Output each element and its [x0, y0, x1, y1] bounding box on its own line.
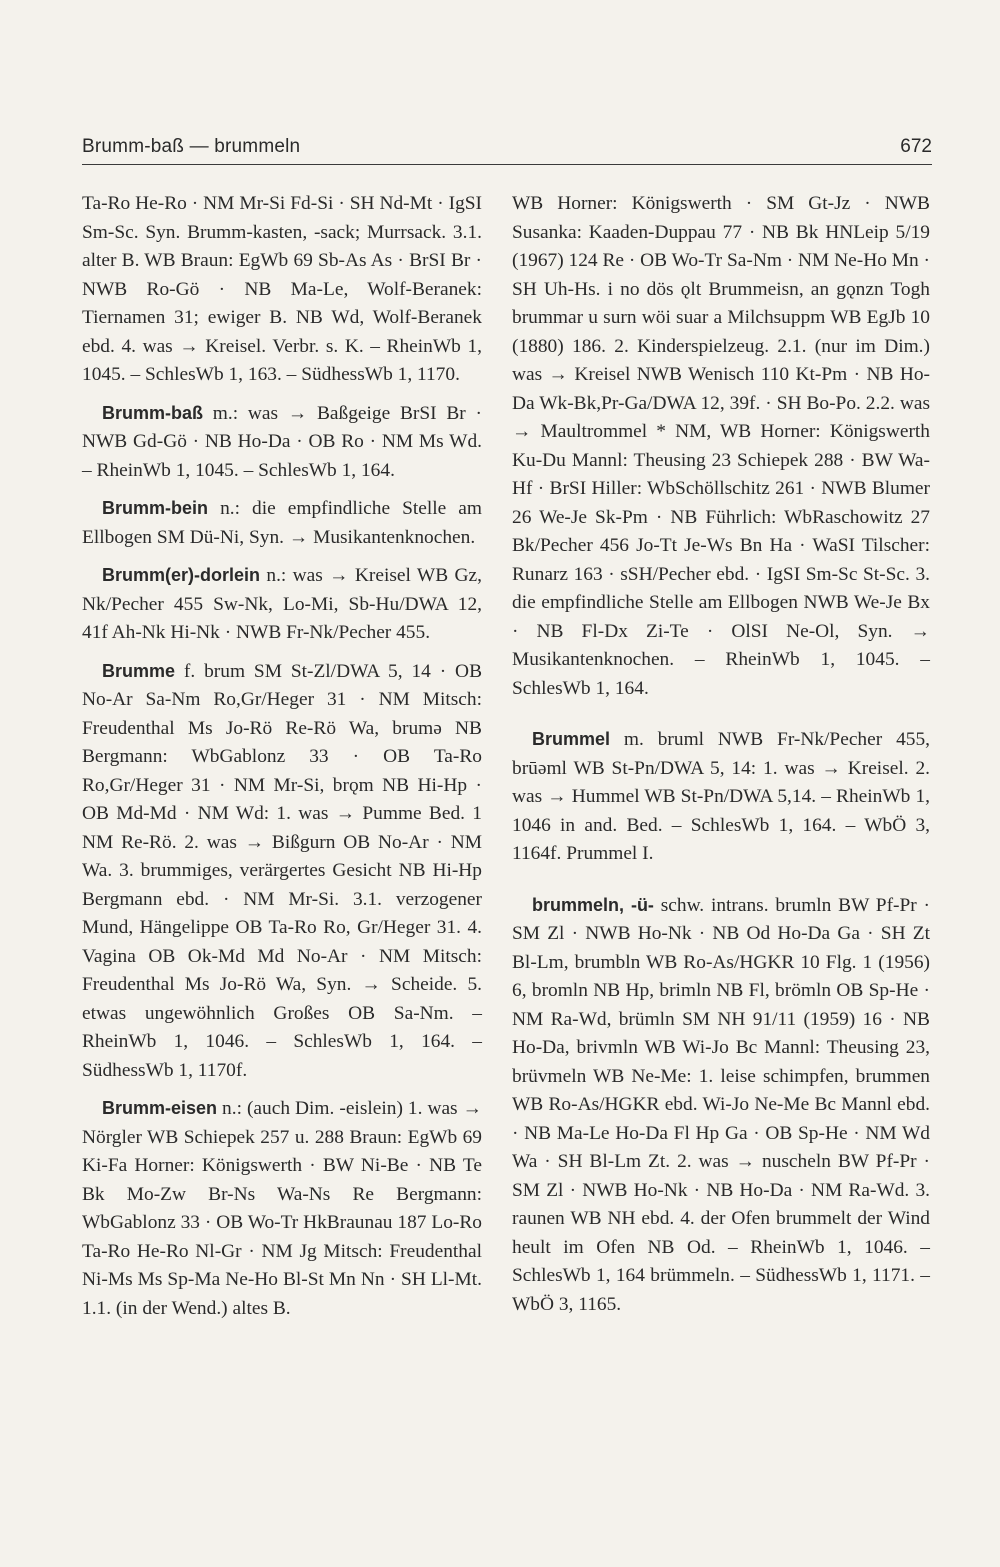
- entry-text: WB Horner: Königswerth · SM Gt-Jz · NWB Susanka: Kaaden-Duppau 77 · NB Bk HNLeip 5/19 (1967) 124 Re · OB Wo-Tr Sa-Nm · NM Ne-Ho Mn · SH Uh-Hs. i no dös ǫlt Brummeisn, an gǫnzn Togh brummar u surn wöi suar a Milchsuppm WB EgJb 10 (1880) 186. 2. Kinderspielzeug. 2.1. (nur im Dim.) was → Kreisel NWB Wenisch 110 Kt-Pm · NB Ho-Da Wk-Bk,Pr-Ga/DWA 12, 39f. · SH Bo-Po. 2.2. was → Maultrommel * NM, WB Horner: Königswerth Ku-Du Mannl: Theusing 23 Schiepek 288 · BW Wa-Hf · BrSI Hiller: WbSchöllschitz 261 · NWB Blumer 26 We-Je Sk-Pm · NB Führlich: WbRaschowitz 27 Bk/Pecher 456 Jo-Tt Je-Ws Bn Ha · WaSI Tilscher: Runarz 163 · sSH/Pecher ebd. · IgSI Sm-Sc St-Sc. 3. die empfindliche Stelle am Ellbogen NWB We-Je Bx · NB Fl-Dx Zi-Te · OlSI Ne-Ol, Syn. → Musikantenknochen. – RheinWb 1, 1045. – SchlesWb 1, 164.: [512, 193, 931, 699]
- entry-continuation-right: [512, 190, 930, 703]
- entry-lemma: Brumm-bein: [102, 498, 209, 518]
- entry-lemma: Brumme: [102, 660, 176, 681]
- right-column: [512, 190, 930, 1328]
- entry-lemma: brummeln, -ü-: [532, 894, 654, 915]
- entry-brumm-bass: [82, 399, 482, 486]
- page-number: 672: [900, 136, 932, 157]
- entry-text: f. brum SM St-Zl/DWA 5, 14 · OB No-Ar Sa-Nm Ro,Gr/Heger 31 · NM Mitsch: Freudenthal Ms Jo-Rö Re-Rö Wa, brumə NB Bergmann: WbGablonz 33 · OB Ta-Ro Ro,Gr/Heger 31 · NM Mr-Si, brǫm NB Hi-Hp · OB Md-Md · NM Wd: 1. was → Pumme Bed. 1 NM Re-Rö. 2. was → Bißgurn OB No-Ar · NM Wa. 3. brummiges, verärgertes Gesicht NB Hi-Hp Bergmann ebd. · NM Mr-Si. 3.1. verzogener Mund, Hängelippe OB Ta-Ro Ro, Gr/Heger 31. 4. Vagina OB Ok-Md Md No-Ar · NM Mitsch: Freudenthal Ms Jo-Rö Wa, Syn. → Scheide. 5. etwas ungewöhnlich Großes OB Sa-Nm. – RheinWb 1, 1046. – SchlesWb 1, 164. – SüdhessWb 1, 1170f.: [82, 660, 482, 1081]
- entry-text: Ta-Ro He-Ro · NM Mr-Si Fd-Si · SH Nd-Mt · IgSI Sm-Sc. Syn. Brumm-kasten, -sack; Murrsack. 3.1. alter B. WB Braun: EgWb 69 Sb-As As · BrSI Br · NWB Ro-Gö · NB Ma-Le, Wolf-Beranek: Tiernamen 31; ewiger B. NB Wd, Wolf-Beranek ebd. 4. was → Kreisel. Verbr. s. K. – RheinWb 1, 1045. – SchlesWb 1, 163. – SüdhessWb 1, 1170.: [82, 193, 482, 385]
- entry-lemma: Brumm(er)-dorlein: [102, 565, 261, 585]
- entry-text: m.: was → Baßgeige BrSI Br · NWB Gd-Gö · NB Ho-Da · OB Ro · NM Ms Wd. – RheinWb 1, 1045. – SchlesWb 1, 164.: [82, 402, 482, 481]
- entry-lemma: Brumm-eisen: [102, 1098, 218, 1118]
- entry-text: schw. intrans. brumln BW Pf-Pr · SM Zl · NWB Ho-Nk · NB Od Ho-Da Ga · SH Zt Bl-Lm, brumbln WB Ro-As/HGKR 10 Flg. 1 (1956) 6, bromln NB Hp, brimln NB Fl, brömln OB Sp-He · NM Ra-Wd, brümln SM NH 91/11 (1959) 16 · NB Ho-Da, brivmln WB Wi-Jo Bc Mannl: Theusing 23, brüvmeln WB Ne-Me: 1. leise schimpfen, brummen WB Ro-As/HGKR ebd. Wi-Jo Ne-Me Bc Mannl ebd. · NB Ma-Le Ho-Da Fl Hp Ga · OB Sp-He · NM Wd Wa · SH Bl-Lm Zt. 2. was → nuscheln BW Pf-Pr · SM Zl · NWB Ho-Nk · NB Ho-Da · NM Ra-Wd. 3. raunen WB NH ebd. 4. der Ofen brummelt der Wind heult im Ofen NB Od. – RheinWb 1, 1046. – SchlesWb 1, 164 brümmeln. – SüdhessWb 1, 1171. – WbÖ 3, 1165.: [512, 894, 930, 1315]
- entry-brumm-dorlein: [82, 561, 482, 648]
- entry-continuation-left: [82, 190, 482, 390]
- header-title: Brumm-baß — brummeln: [82, 136, 301, 157]
- entry-brummel: [512, 725, 930, 869]
- entry-text: n.: die empfindliche Stelle am Ellbogen SM Dü-Ni, Syn. → Musikantenknochen.: [82, 498, 482, 548]
- entry-brummeln: [512, 891, 930, 1320]
- entry-brumm-bein: [82, 494, 482, 552]
- entry-lemma: Brumm-baß: [102, 402, 204, 423]
- entry-brumm-eisen: [82, 1094, 482, 1323]
- entry-lemma: Brummel: [532, 729, 611, 749]
- entry-text: n.: was → Kreisel WB Gz, Nk/Pecher 455 Sw-Nk, Lo-Mi, Sb-Hu/DWA 12, 41f Ah-Nk Hi-Nk · NWB Fr-Nk/Pecher 455.: [82, 565, 482, 643]
- entry-text: m. bruml NWB Fr-Nk/Pecher 455, brūəml WB St-Pn/DWA 5, 14: 1. was → Kreisel. 2. was → Hummel WB St-Pn/DWA 5,14. – RheinWb 1, 1046 in and. Bed. – SchlesWb 1, 164. – WbÖ 3, 1164f. Prummel I.: [512, 729, 930, 864]
- entry-brumme: [82, 657, 482, 1086]
- running-header: [82, 136, 932, 165]
- left-column: [82, 190, 482, 1332]
- entry-text: n.: (auch Dim. -eislein) 1. was → Nörgler WB Schiepek 257 u. 288 Braun: EgWb 69 Ki-Fa Horner: Königswerth · BW Ni-Be · NB Te Bk Mo-Zw Br-Ns Wa-Ns Re Bergmann: WbGablonz 33 · OB Wo-Tr HkBraunau 187 Lo-Ro Ta-Ro He-Ro Nl-Gr · NM Jg Mitsch: Freudenthal Ni-Ms Ms Sp-Ma Ne-Ho Bl-St Mn Nn · SH Ll-Mt. 1.1. (in der Wend.) altes B.: [82, 1098, 482, 1319]
